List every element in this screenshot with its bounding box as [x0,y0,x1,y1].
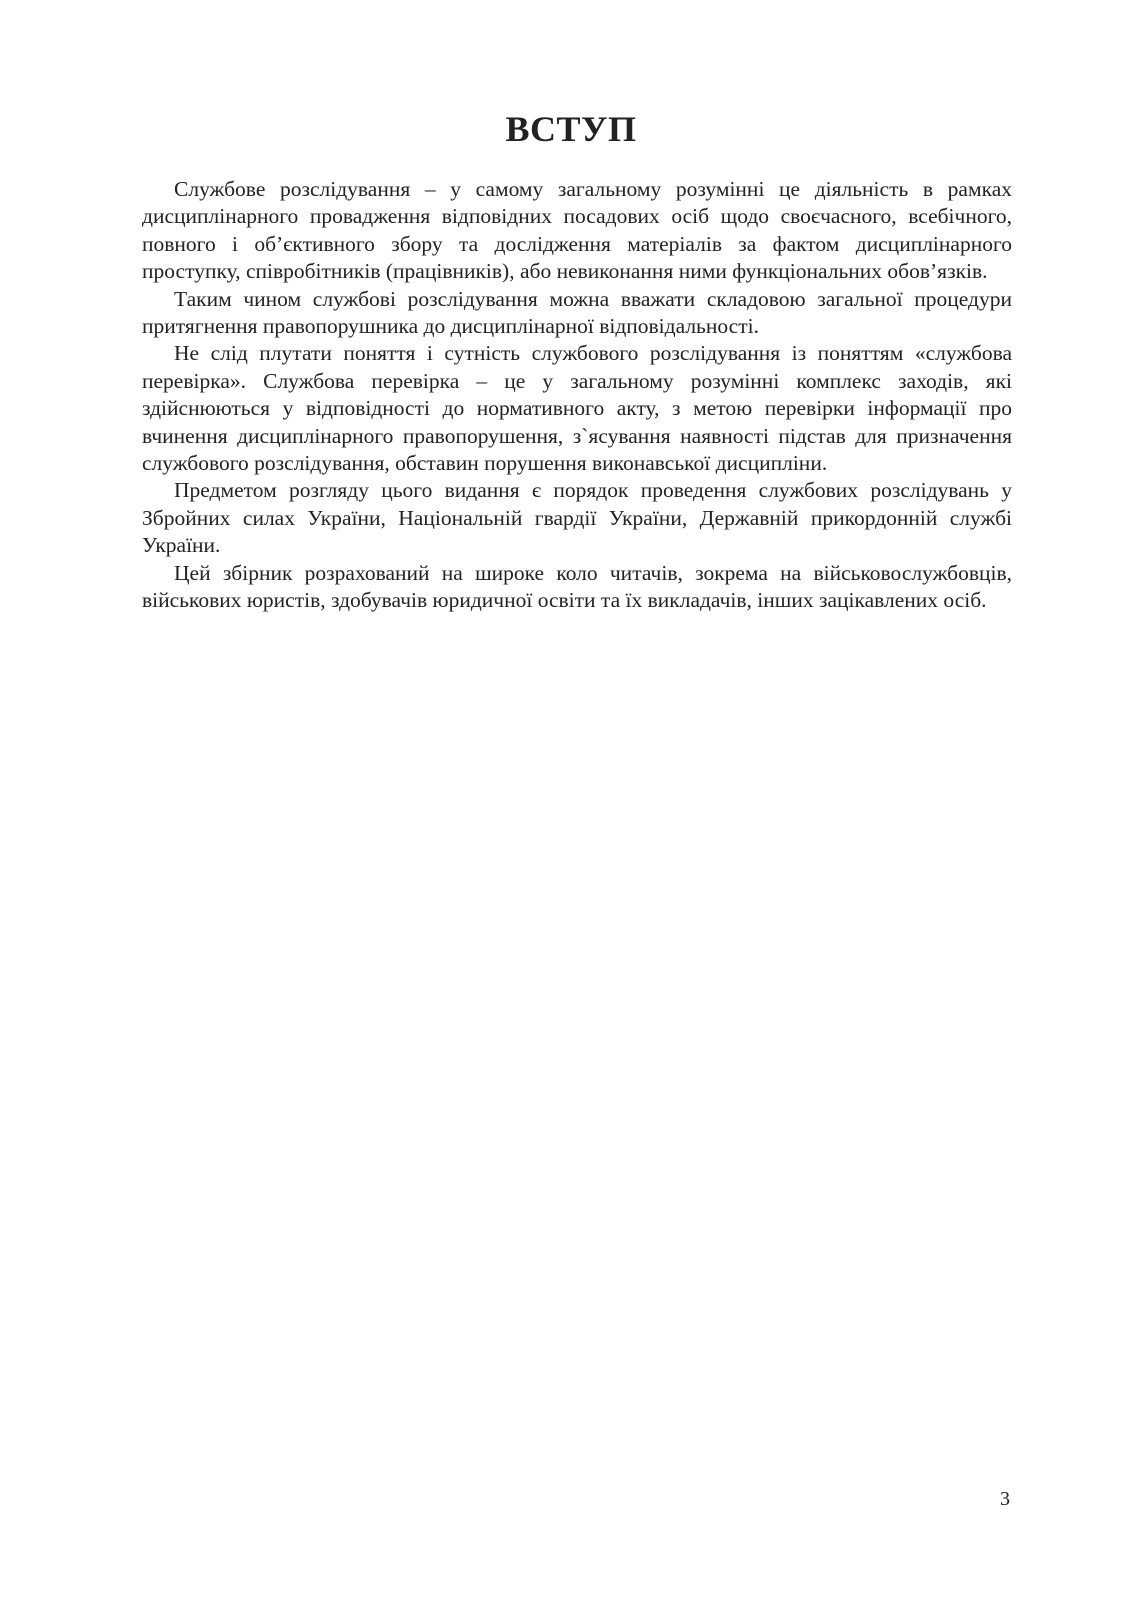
paragraph: Цей збірник розрахований на широке коло читачів, зокрема на військовослужбовців, військових юристів, здобувачів юридичної освіти та їх викладачів, інших зацікавлених осіб. [142,560,1012,613]
paragraph: Таким чином службові розслідування можна вважати складовою загальної процедури притягнення правопорушника до дисциплінарної відповідальності. [142,286,1012,339]
paragraph: Не слід плутати поняття і сутність службового розслідування із поняттям «службова перевірка». Службова перевірка – це у загальному розумінні комплекс заходів, які здійснюються у відповідності до нормативного акту, з метою перевірки інформації про вчинення дисциплінарного правопорушення, з`ясування наявності підстав для призначення службового розслідування, обставин порушення виконавської дисципліни. [142,341,1012,476]
paragraph: Предметом розгляду цього видання є порядок проведення службових розслідувань у Збройних силах України, Національній гвардії України, Державній прикордонній службі України. [142,478,1012,558]
page-number: 3 [1000,1488,1010,1510]
page-title: ВСТУП [505,109,637,149]
body-text [142,176,1012,615]
paragraph: Службове розслідування – у самому загальному розумінні це діяльність в рамках дисциплінарного провадження відповідних посадових осіб щодо своєчасного, всебічного, повного і об’єктивного збору та дослідження матеріалів за фактом дисциплінарного проступку, співробітників (працівників), або невиконання ними функціональних обов’язків. [142,177,1012,284]
